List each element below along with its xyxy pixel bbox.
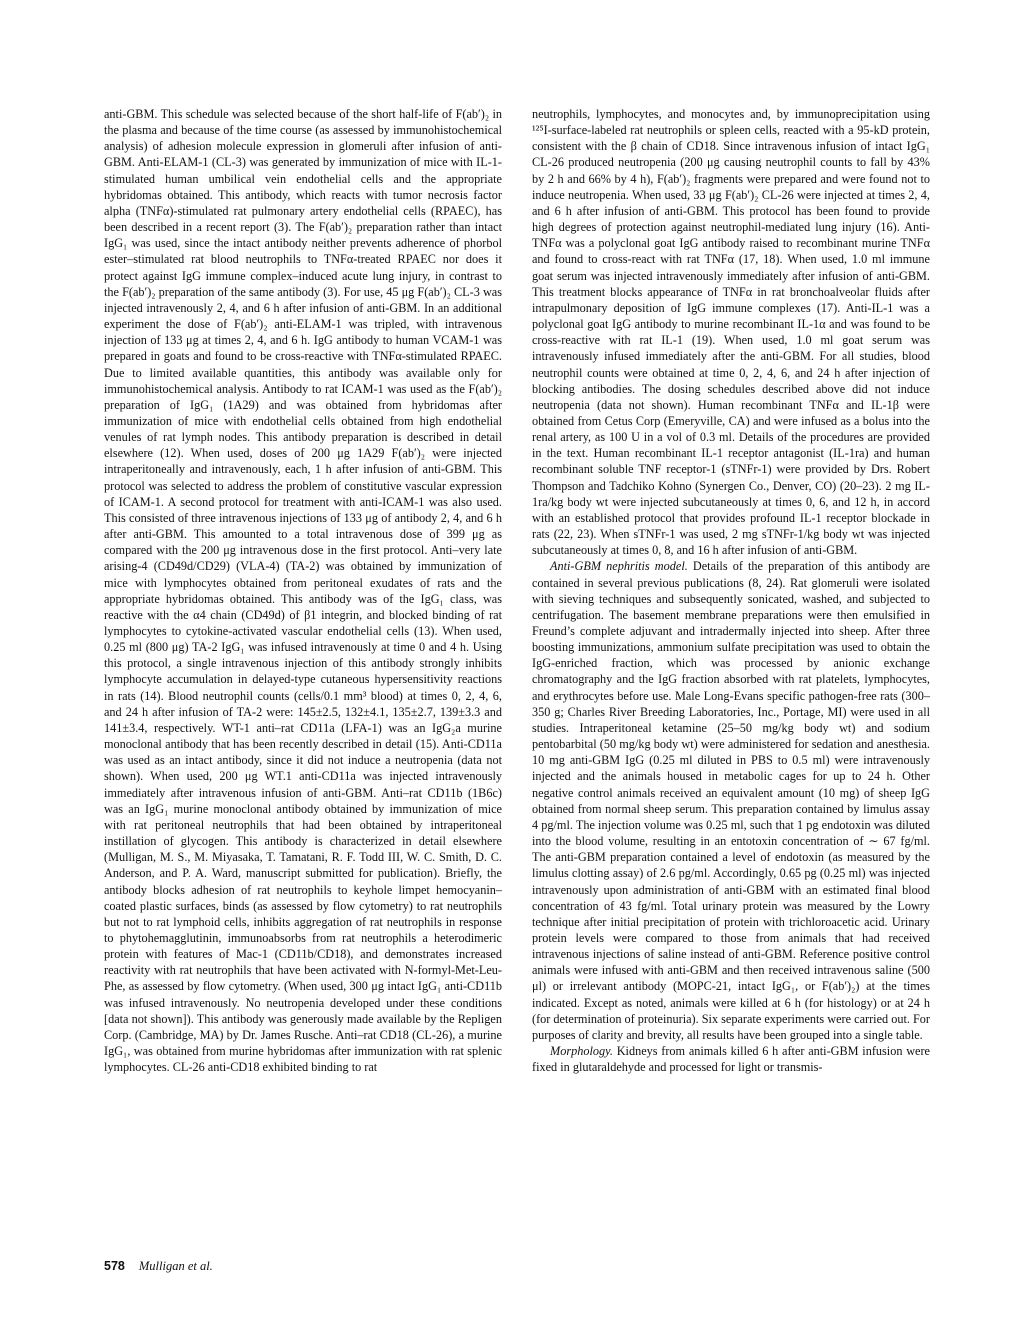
page-footer (104, 1258, 213, 1274)
left-text-column (104, 106, 502, 1075)
section-body-morphology: Kidneys from animals killed 6 h after anti-GBM infusion were fixed in glutaraldehyde and processed for light or transmis- (532, 1044, 930, 1075)
section-body-anti-gbm-nephritis-model: Details of the preparation of this antibody are contained in several previous publications (8, 24). Rat glomeruli were isolated with sieving techniques and subsequently sonicated, washed, and subjected to centrifugation. The basement membrane preparations were then emulsified in Freund’s complete adjuvant and intradermally injected into sheep. After three boosting immunizations, ammonium sulfate precipitation was used to obtain the IgG-enriched fraction, which was processed by anionic exchange chromatography and the IgG fraction absorbed with rat platelets, lymphocytes, and erythrocytes before use. Male Long-Evans specific pathogen-free rats (300–350 g; Charles River Breeding Laboratories, Inc., Portage, MI) were used in all studies. Intraperitoneal ketamine (25–50 mg/kg body wt) and sodium pentobarbital (50 mg/kg body wt) were administered for sedation and anesthesia. 10 mg anti-GBM IgG (0.25 ml diluted in PBS to 0.5 ml) were intravenously injected and the animals housed in metabolic cages for up to 24 h. Other negative control animals received an equivalent amount (10 mg) of sheep IgG obtained from normal sheep serum. This preparation contained by limulus assay 4 pg/ml. The injection volume was 0.25 ml, such that 1 pg endotoxin was diluted into the blood volume, resulting in an entotoxin concentration of ∼ 67 fg/ml. The anti-GBM preparation contained a level of endotoxin (as measured by the limulus clotting assay) of 2.6 pg/ml. Accordingly, 0.65 pg (0.25 ml) was injected intravenously upon administration of anti-GBM with an estimated final blood concentration of 43 fg/ml. Total urinary protein was measured by the Lowry technique after initial precipitation of protein with trichloroacetic acid. Urinary protein levels were compared to those from animals that had received intravenous injections of saline instead of anti-GBM. Reference positive control animals were infused with anti-GBM and then received intravenous saline (500 μl) or irrelevant antibody (MOPC-21, intact IgG₁, or F(ab′)₂) at the times indicated. Except as noted, animals were killed at 6 h (for histology) or at 24 h (for determination of proteinuria). Six separate experiments were carried out. For purposes of clarity and brevity, all results have been grouped into a single table. (532, 559, 930, 1042)
page-number: 578 (104, 1259, 125, 1273)
section-morphology (532, 1043, 930, 1075)
left-column-paragraph-continued: anti-GBM. This schedule was selected because of the short half-life of F(ab′)₂ in the plasma and because of the time course (as assessed by immunohistochemical analysis) of adhesion molecule expression in glomeruli after infusion of anti-GBM. Anti-ELAM-1 (CL-3) was generated by immunization of mice with IL-1-stimulated human umbilical vein endothelial cells and the appropriate hybridomas obtained. This antibody, which reacts with tumor necrosis factor alpha (TNFα)-stimulated rat pulmonary artery endothelial cells (RPAEC), has been described in a recent report (3). The F(ab′)₂ preparation rather than intact IgG₁ was used, since the intact antibody neither prevents adherence of phorbol ester–stimulated rat blood neutrophils to TNFα-treated RPAEC nor does it protect against IgG immune complex–induced acute lung injury, in contrast to the F(ab′)₂ preparation of the same antibody (3). For use, 45 μg F(ab′)₂ CL-3 was injected intravenously 2, 4, and 6 h after infusion of anti-GBM. In an additional experiment the dose of F(ab′)₂ anti-ELAM-1 was tripled, with intravenous injection of 133 μg at times 2, 4, and 6 h. IgG antibody to human VCAM-1 was prepared in goats and found to be cross-reactive with TNFα-stimulated RPAEC. Due to limited available quantities, this antibody was available only for immunohistochemical analysis. Antibody to rat ICAM-1 was used as the F(ab′)₂ preparation of IgG₁ (1A29) and was obtained from hybridomas after immunization of mice with endothelial cells obtained from high endothelial venules of rat lymph nodes. This antibody preparation is described in detail elsewhere (12). When used, doses of 200 μg 1A29 F(ab′)₂ were injected intraperitoneally and intravenously, each, 1 h after infusion of anti-GBM. This protocol was selected to address the problem of constitutive vascular expression of ICAM-1. A second protocol for treatment with anti-ICAM-1 was also used. This consisted of three intravenous injections of 133 μg of antibody 2, 4, and 6 h after anti-GBM. This amounted to a total intravenous dose of 399 μg as compared with the 200 μg intravenous dose in the first protocol. Anti–very late arising-4 (CD49d/CD29) (VLA-4) (TA-2) was obtained by immunization of mice with lymphocytes obtained from peritoneal exudates of rats and the appropriate hybridomas obtained. This antibody was of the IgG₁ class, was reactive with the α4 chain (CD49d) of β1 integrin, and blocked binding of rat lymphocytes to cytokine-activated vascular endothelial cells (13). When used, 0.25 ml (800 μg) TA-2 IgG₁ was infused intravenously at time 0 and 4 h. Using this protocol, a single intravenous injection of this antibody strongly inhibits lymphocyte accumulation in delayed-type cutaneous hypersensitivity reactions in rats (14). Blood neutrophil counts (cells/0.1 mm³ blood) at times 0, 2, 4, 6, and 24 h after infusion of TA-2 were: 145±2.5, 132±4.1, 135±2.7, 139±3.3 and 141±3.4, respectively. WT-1 anti–rat CD11a (LFA-1) was an IgG₂a murine monoclonal antibody that has been recently described in detail (15). Anti-CD11a was used as an intact antibody, since it did not induce a neutropenia (data not shown). When used, 200 μg WT.1 anti-CD11a was injected intravenously immediately after intravenous infusion of anti-GBM. Anti–rat CD11b (1B6c) was an IgG₁ murine monoclonal antibody obtained by immunization of mice with rat peritoneal neutrophils that had been obtained by intraperitoneal instillation of glycogen. This antibody is characterized in detail elsewhere (Mulligan, M. S., M. Miyasaka, T. Tamatani, R. F. Todd III, W. C. Smith, D. C. Anderson, and P. A. Ward, manuscript submitted for publication). Briefly, the antibody blocks adhesion of rat neutrophils to keyhole limpet hemocyanin–coated plastic surfaces, binds (as assessed by flow cytometry) to rat neutrophils but not to rat lymphoid cells, inhibits aggregation of rat neutrophils in response to phytohemagglutinin, immunoabsorbs from rat neutrophils a heterodimeric protein with features of Mac-1 (CD11b/CD18), and demonstrates increased reactivity with rat neutrophils that have been activated with N-formyl-Met-Leu-Phe, as assessed by flow cytometry. (When used, 300 μg intact IgG₁ anti-CD11b was infused intravenously. No neutropenia developed under these conditions [data not shown]). This antibody was generously made available by the Repligen Corp. (Cambridge, MA) by Dr. James Rusche. Anti–rat CD18 (CL-26), a murine IgG₁, was obtained from murine hybridomas after immunization with rat splenic lymphocytes. CL-26 anti-CD18 exhibited binding to rat (104, 107, 502, 1075)
section-heading-morphology: Morphology. (550, 1044, 613, 1059)
running-head: Mulligan et al. (138, 1259, 213, 1273)
right-text-column (532, 106, 930, 1075)
right-column-paragraph-continued: neutrophils, lymphocytes, and monocytes and, by immunoprecipitation using ¹²⁵I-surface-labeled rat neutrophils or spleen cells, reacted with a 95-kD protein, consistent with the β chain of CD18. Since intravenous infusion of intact IgG₁ CL-26 produced neutropenia (200 μg causing neutrophil counts to fall by 43% by 2 h and 66% by 4 h), F(ab′)₂ fragments were prepared and were found not to induce neutropenia. When used, 33 μg F(ab′)₂ CL-26 were injected at times 2, 4, and 6 h after infusion of anti-GBM. This protocol has been found to provide high degrees of protection against neutrophil-mediated lung injury (16). Anti-TNFα was a polyclonal goat IgG antibody raised to recombinant murine TNFα and found to cross-react with rat TNFα (17, 18). When used, 1.0 ml immune goat serum was injected intravenously immediately after infusion of anti-GBM. This treatment blocks appearance of TNFα in rat bronchoalveolar fluids after intrapulmonary deposition of IgG immune complexes (17). Anti-IL-1 was a polyclonal goat IgG antibody to murine recombinant IL-1α and was found to be cross-reactive with rat IL-1 (19). When used, 1.0 ml goat serum was intravenously infused immediately after the anti-GBM. For all studies, blood neutrophil counts were obtained at time 0, 2, 4, 6, and 24 h after injection of blocking antibodies. The dosing schedules described above did not induce neutropenia (data not shown). Human recombinant TNFα and IL-1β were obtained from Cetus Corp (Emeryville, CA) and were infused as a bolus into the renal artery, as 100 U in a vol of 0.3 ml. Details of the procedures are provided in the text. Human recombinant IL-1 receptor antagonist (IL-1ra) and human recombinant soluble TNF receptor-1 (sTNFr-1) were provided by Drs. Robert Thompson and Tadchiko Kohno (Synergen Co., Denver, CO) (20–23). 2 mg IL-1ra/kg body wt were injected subcutaneously at times 0, 6, and 12 h, in accord with an established protocol that provides profound IL-1 receptor blockade in rats (22, 23). When sTNFr-1 was used, 2 mg sTNFr-1/kg body wt was injected subcutaneously at times 0, 8, and 16 h after infusion of anti-GBM. (532, 107, 930, 558)
section-heading-anti-gbm-nephritis-model: Anti-GBM nephritis model. (550, 559, 688, 574)
section-anti-gbm-nephritis-model (532, 558, 930, 1043)
